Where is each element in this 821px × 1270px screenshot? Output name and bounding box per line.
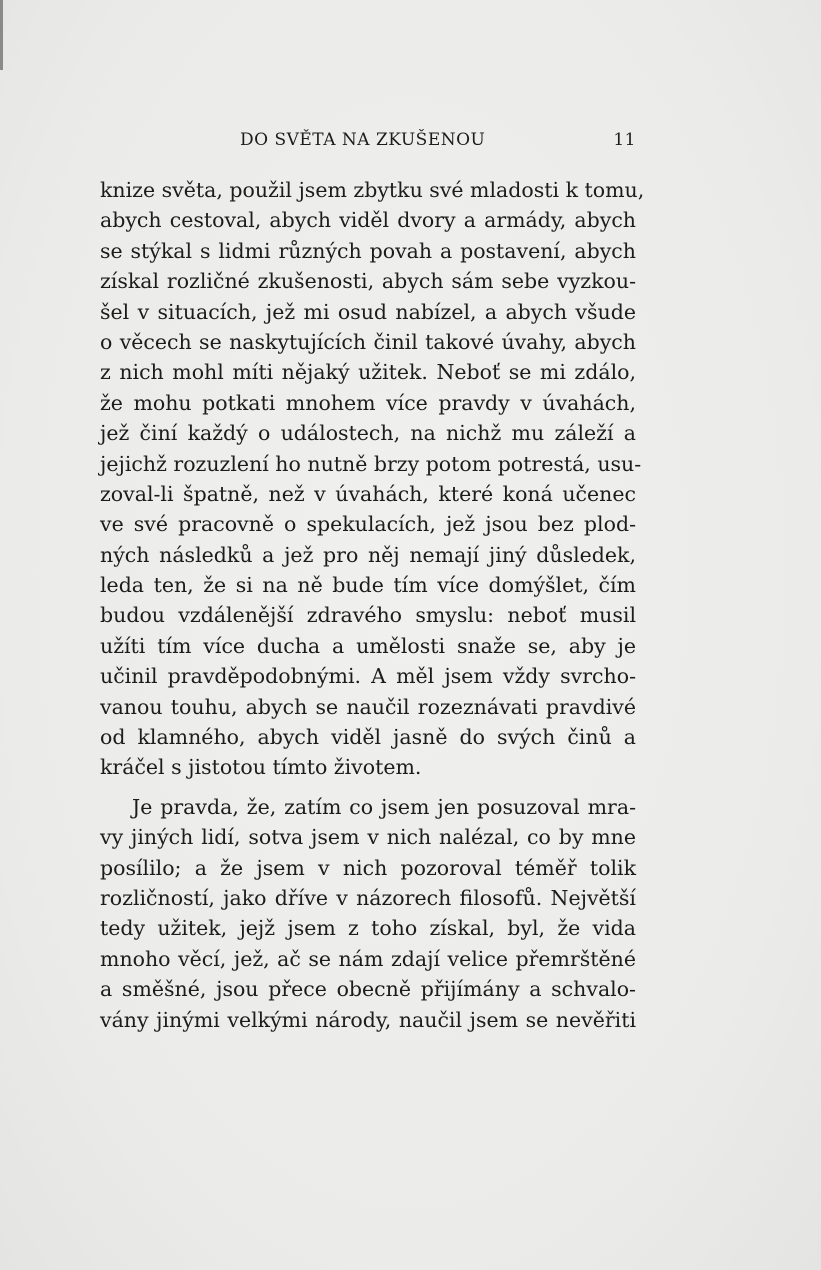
text-line: užíti tím více ducha a umělosti snaže se, aby je [100, 633, 636, 658]
text-line: budou vzdálenější zdravého smyslu: neboť musil [100, 603, 636, 628]
text-line: od klamného, abych viděl jasně do svých činů a [100, 725, 636, 750]
text-line: knize světa, použil jsem zbytku své mladosti k tomu, [100, 178, 645, 202]
text-line: posílilo; a že jsem v nich pozoroval téměř tolik [100, 855, 636, 880]
text-line: ve své pracovně o spekulacích, jež jsou bez plod- [100, 512, 636, 537]
paragraph [100, 792, 636, 1035]
text-line: jež činí každý o událostech, na nichž mu záleží a [100, 421, 636, 446]
text-line: a směšné, jsou přece obecně přijímány a schvalo- [100, 977, 636, 1002]
text-line: vy jiných lidí, sotva jsem v nich nalézal, co by mne [100, 825, 636, 850]
text-line: se stýkal s lidmi různých povah a postavení, abych [100, 238, 636, 263]
text-line: jejichž rozuzlení ho nutně brzy potom potrestá, usu- [100, 451, 642, 476]
text-line: kráčel s jistotou tímto životem. [100, 755, 422, 780]
text-line: vány jinými velkými národy, naučil jsem se nevěřiti [100, 1007, 636, 1032]
running-title: DO SVĚTA NA ZKUŠENOU [240, 130, 486, 150]
text-line: leda ten, že si na ně bude tím více domýšlet, čím [100, 573, 636, 598]
body-text [100, 175, 645, 1035]
text-line: tedy užitek, jejž jsem z toho získal, byl, že vida [100, 916, 636, 941]
text-line: rozličností, jako dříve v názorech filosofů. Největší [100, 885, 636, 910]
text-line: šel v situacích, jež mi osud nabízel, a abych všude [100, 299, 636, 324]
text-line: abych cestoval, abych viděl dvory a armády, abych [100, 208, 636, 233]
text-line: učinil pravděpodobnými. A měl jsem vždy svrcho- [100, 664, 636, 689]
binding-edge [0, 0, 3, 70]
text-line: získal rozličné zkušenosti, abych sám sebe vyzkou- [100, 269, 636, 294]
text-line: zoval-li špatně, než v úvahách, které koná učenec [100, 481, 636, 506]
text-line: z nich mohl míti nějaký užitek. Neboť se mi zdálo, [100, 360, 636, 385]
text-line: o věcech se naskytujících činil takové úvahy, abych [100, 329, 636, 354]
page-header [100, 130, 636, 156]
text-line: Je pravda, že, zatím co jsem jen posuzoval mra- [132, 794, 636, 819]
paragraph [100, 175, 645, 783]
page-number: 11 [613, 130, 636, 150]
text-line: mnoho věcí, jež, ač se nám zdají velice přemrštěné [100, 946, 636, 971]
text-line: vanou touhu, abych se naučil rozeznávati pravdivé [100, 694, 636, 719]
text-line: že mohu potkati mnohem více pravdy v úvahách, [100, 390, 636, 415]
text-line: ných následků a jež pro něj nemají jiný důsledek, [100, 542, 636, 567]
paragraph-gap [100, 783, 636, 792]
